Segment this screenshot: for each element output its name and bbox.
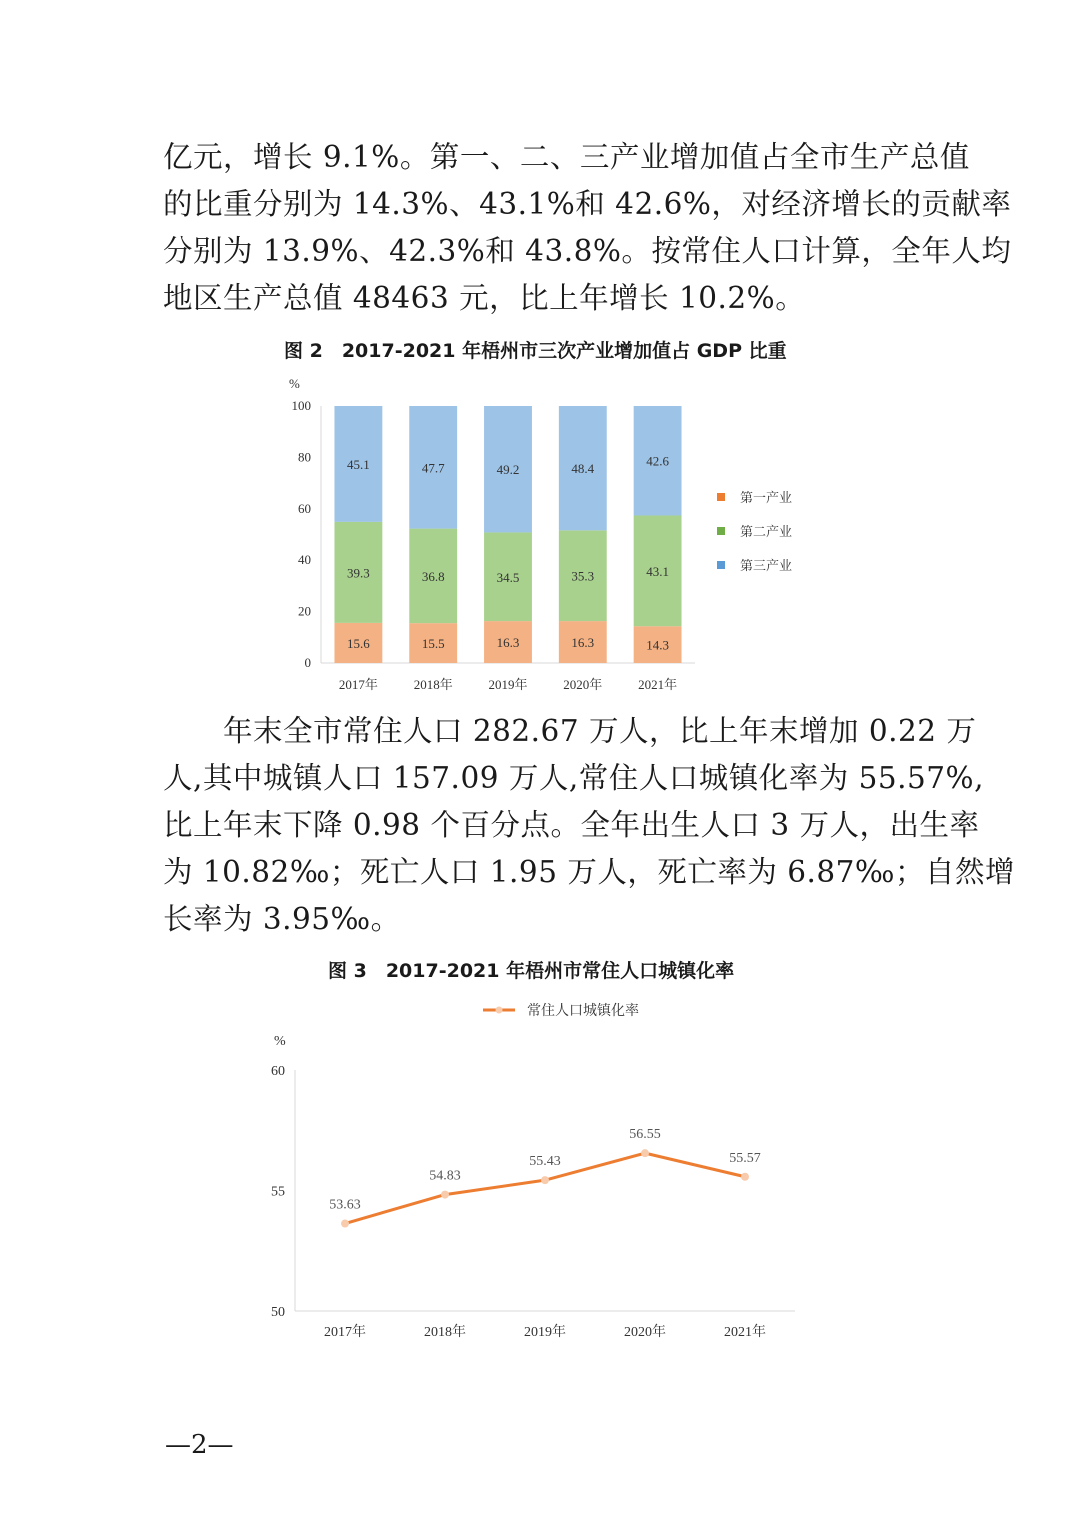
paragraph-line: 地区生产总值 48463 元，比上年增长 10.2%。: [163, 281, 806, 315]
bar-chart-legend: [717, 490, 792, 573]
figure2-title: 图 2 2017-2021 年梧州市三次产业增加值占 GDP 比重: [284, 340, 787, 362]
paragraph-line: 长率为 3.95‰。: [163, 902, 401, 936]
y-tick-label: 50: [271, 1305, 285, 1320]
x-tick-label: 2018年: [413, 677, 453, 692]
y-tick-label: 0: [304, 655, 311, 670]
legend-swatch: [717, 561, 725, 569]
data-point: [742, 1173, 749, 1180]
y-tick-label: 60: [298, 500, 311, 516]
paragraph-gdp: [163, 134, 1012, 322]
data-label: 49.2: [496, 462, 520, 478]
paragraph-line: 年末全市常住人口 282.67 万人，比上年末增加 0.22 万: [163, 714, 977, 748]
paragraph-line: 分别为 13.9%、42.3%和 43.8%。按常住人口计算，全年人均: [163, 234, 1012, 268]
x-tick-label: 2017年: [324, 1325, 366, 1340]
stacked-bar-chart: [275, 368, 815, 702]
data-label: 43.1: [646, 563, 669, 579]
data-label: 15.6: [347, 635, 370, 651]
bar-chart-x-axis: [339, 677, 677, 692]
data-label: 34.5: [496, 569, 520, 585]
paragraph-population: [163, 708, 1015, 943]
data-point: [342, 1220, 349, 1227]
y-tick-label: 55: [271, 1184, 285, 1200]
x-tick-label: 2019年: [524, 1325, 566, 1340]
data-label: 36.8: [421, 568, 445, 584]
x-tick-label: 2021年: [638, 677, 678, 692]
paragraph-line: 比上年末下降 0.98 个百分点。全年出生人口 3 万人，出生率: [163, 808, 980, 842]
legend-label: 第二产业: [740, 524, 793, 539]
data-label: 39.3: [347, 565, 370, 581]
line-chart-series: [329, 1127, 761, 1227]
data-label: 47.7: [421, 460, 445, 476]
x-tick-label: 2019年: [488, 677, 528, 692]
data-label: 42.6: [646, 453, 669, 469]
data-label: 53.63: [329, 1197, 361, 1213]
y-tick-label: 100: [291, 398, 311, 413]
legend-marker: [496, 1007, 503, 1014]
legend-label: 常住人口城镇化率: [527, 1004, 639, 1019]
x-tick-label: 2018年: [424, 1325, 466, 1340]
data-point: [542, 1177, 549, 1184]
data-label: 54.83: [429, 1168, 461, 1184]
y-tick-label: 40: [298, 552, 311, 568]
data-label: 55.57: [729, 1150, 761, 1166]
x-tick-label: 2020年: [624, 1325, 666, 1340]
line-chart: [255, 995, 815, 1355]
x-tick-label: 2020年: [563, 677, 603, 692]
legend-label: 第一产业: [740, 490, 793, 505]
paragraph-line: 为 10.82‰；死亡人口 1.95 万人，死亡率为 6.87‰；自然增: [163, 855, 1015, 889]
data-label: 16.3: [571, 635, 595, 651]
y-tick-label: 60: [271, 1064, 285, 1079]
figure3-title: 图 3 2017-2021 年梧州市常住人口城镇化率: [328, 960, 735, 982]
y-tick-label: 20: [298, 603, 311, 619]
data-label: 35.3: [571, 568, 595, 584]
line-chart-x-axis: [324, 1323, 766, 1340]
data-label: 16.3: [496, 635, 520, 651]
bar-chart-unit: %: [289, 376, 300, 391]
x-tick-label: 2021年: [724, 1325, 766, 1340]
bar-chart-bars: [334, 406, 681, 663]
paragraph-line: 的比重分别为 14.3%、43.1%和 42.6%，对经济增长的贡献率: [163, 187, 1012, 221]
line-chart-legend: [483, 1002, 639, 1019]
data-label: 14.3: [646, 637, 669, 653]
data-label: 48.4: [571, 461, 595, 477]
page-number: —2—: [165, 1430, 234, 1460]
data-point: [642, 1150, 649, 1157]
paragraph-line: 人,其中城镇人口 157.09 万人,常住人口城镇化率为 55.57%,: [163, 761, 984, 795]
data-point: [442, 1191, 449, 1198]
line-chart-y-axis: [271, 1064, 795, 1320]
legend-swatch: [717, 527, 725, 535]
x-tick-label: 2017年: [338, 677, 378, 692]
legend-label: 第三产业: [740, 558, 793, 573]
data-label: 56.55: [629, 1127, 661, 1143]
paragraph-line: 亿元，增长 9.1%。第一、二、三产业增加值占全市生产总值: [163, 140, 970, 174]
data-label: 15.5: [421, 636, 445, 652]
data-label: 45.1: [347, 456, 370, 472]
data-label: 55.43: [529, 1154, 561, 1170]
legend-swatch: [717, 493, 725, 501]
y-tick-label: 80: [298, 449, 311, 465]
line-chart-unit: %: [274, 1034, 286, 1049]
